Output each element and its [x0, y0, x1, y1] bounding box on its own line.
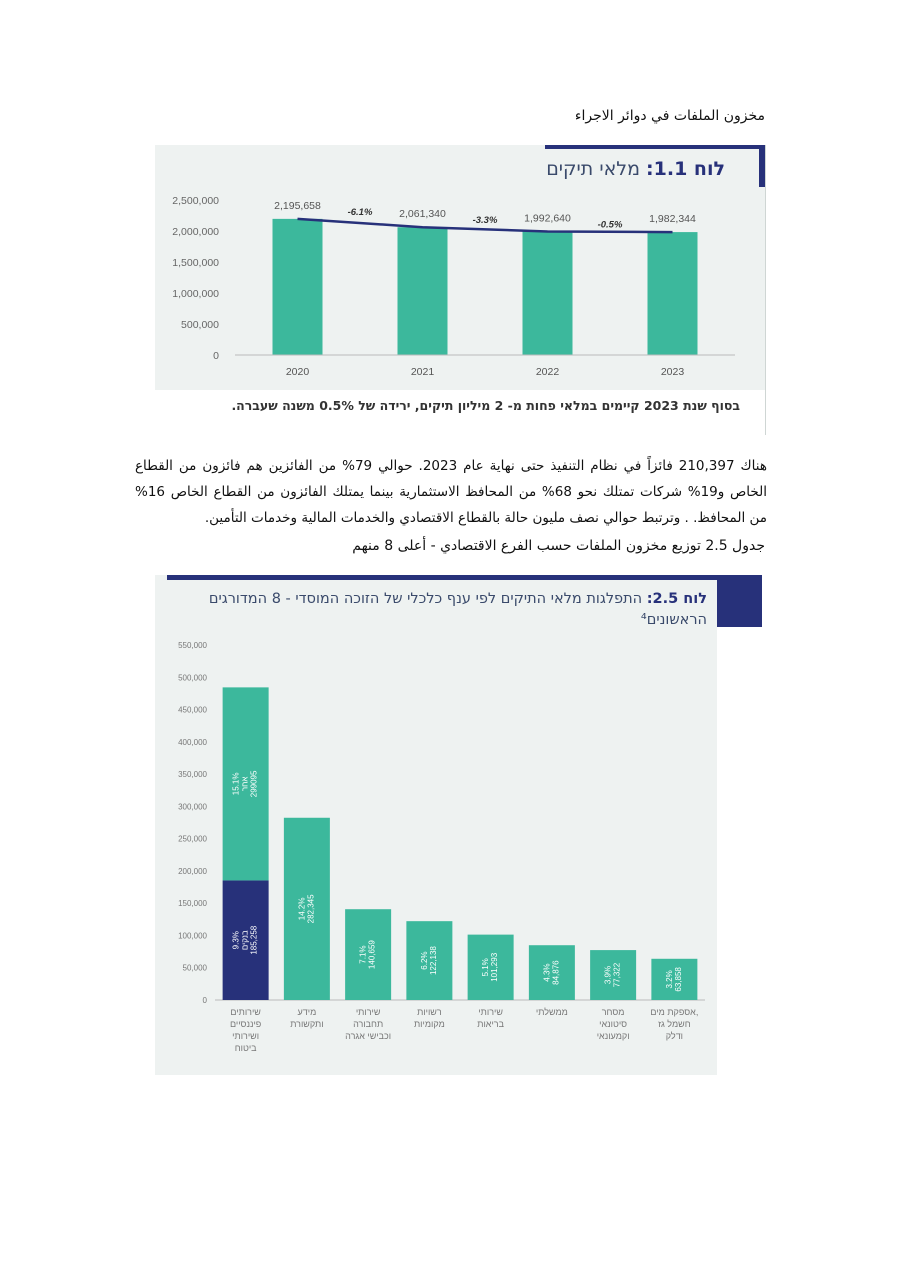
body-paragraph: هناك 210,397 فائزاً في نظام التنفيذ حتى نهاية عام 2023. حوالي 79% من الفائزين هم فائزون من القطاع الخاص و19% شركات تمتلك نحو 68% من المحافظ الاستثمارية بينما يمتلك الفائزون من القطاع الخاص 16% من المحافظ. . وترتبط حوالي نصف مليون حالة بالقطاع الاقتصادي والخدمات المالية وخدمات التأمين. — [135, 458, 767, 526]
bar-value-label: 1,992,640 — [524, 212, 571, 225]
bar-data-label: 7.1% — [358, 945, 368, 964]
y-tick-label: 450,000 — [178, 705, 207, 715]
bar-data-label: 5.1% — [481, 958, 491, 977]
bar-data-label: 299095 — [249, 770, 259, 798]
bar-data-label: 14.2% — [297, 897, 307, 921]
bar-value-label: 2,061,340 — [399, 208, 446, 221]
x-tick-label: 2021 — [410, 366, 435, 378]
change-label: -3.3% — [472, 215, 498, 227]
bar — [398, 227, 448, 355]
bar-data-label: 140,659 — [367, 940, 377, 970]
x-tick-label: וכבישי אגרה — [345, 1031, 392, 1041]
x-tick-label: חשמל גז — [658, 1019, 691, 1029]
y-tick-label: 500,000 — [178, 673, 207, 683]
section-heading: مخزون الملفات في دوائر الاجراء — [574, 108, 765, 124]
bar — [523, 231, 573, 355]
bar — [273, 219, 323, 355]
x-tick-label: מידע — [297, 1007, 317, 1017]
x-tick-label: סיטונאי — [599, 1019, 628, 1029]
y-tick-label: 50,000 — [182, 963, 207, 973]
figure-title-label: לוח 1.1: — [646, 158, 725, 180]
y-tick-label: 2,500,000 — [172, 195, 219, 207]
x-tick-label: ותקשורת — [290, 1019, 324, 1029]
y-tick-label: 550,000 — [178, 641, 207, 650]
figure-title-text: התפלגות מלאי התיקים לפי ענף כלכלי של הזוכה המוסדי - 8 המדורגים הראשונים⁴ — [208, 591, 707, 628]
figure-title-label: לוח 2.5: — [646, 591, 707, 607]
bar-data-label: 84,876 — [551, 960, 561, 985]
x-tick-label: שירותי — [355, 1007, 381, 1017]
x-tick-label: רשויות — [417, 1007, 442, 1017]
x-tick-label: בריאות — [477, 1019, 504, 1029]
x-tick-label: ושירותי — [232, 1031, 260, 1041]
bar-data-label: 77,322 — [612, 962, 622, 988]
y-tick-label: 2,000,000 — [172, 226, 219, 238]
x-tick-label: מקומיות — [413, 1019, 445, 1029]
figure-distribution-by-sector — [155, 575, 717, 1075]
y-tick-label: 1,500,000 — [172, 257, 219, 269]
bar-value-label: 1,982,344 — [649, 213, 696, 226]
x-tick-label: שירותי — [478, 1007, 503, 1017]
y-tick-label: 350,000 — [178, 770, 207, 780]
y-tick-label: 0 — [202, 996, 207, 1005]
x-tick-label: מסחר — [601, 1007, 625, 1017]
figure-footnote: בסוף שנת 2023 קיימים במלאי פחות מ- 2 מיליון תיקים, ירידה של 0.5% משנה שעברה. — [231, 398, 740, 413]
bar — [648, 232, 698, 355]
bar-data-label: 15.1% — [231, 772, 241, 796]
bar-data-label: 3.2% — [664, 970, 674, 989]
bar-data-label: 4.3% — [542, 963, 552, 982]
bar-data-label: 101,293 — [490, 952, 500, 982]
bar-data-label: אחר — [240, 776, 250, 792]
y-tick-label: 150,000 — [178, 899, 207, 909]
x-tick-label: 2020 — [285, 366, 310, 378]
bar-data-label: 6.2% — [419, 951, 429, 970]
table-caption: جدول 2.5 توزيع مخزون الملفات حسب الفرع الاقتصادي - أعلى 8 منهم — [352, 538, 765, 554]
x-tick-label: אספקת מים, — [650, 1007, 699, 1017]
bar-data-label: בנקים — [240, 930, 250, 951]
bar-data-label: 122,138 — [428, 946, 438, 976]
change-label: -6.1% — [347, 206, 373, 218]
bar-data-label: 9.3% — [231, 931, 241, 950]
y-tick-label: 200,000 — [178, 866, 207, 876]
x-tick-label: 2022 — [535, 366, 560, 378]
bar-data-label: 282,345 — [306, 894, 316, 924]
x-tick-label: פיננסיים — [229, 1019, 262, 1029]
x-tick-label: שירותים — [230, 1007, 261, 1017]
y-tick-label: 1,000,000 — [172, 288, 219, 300]
bar-data-label: 185,258 — [249, 925, 259, 955]
figure-stock-of-files — [155, 145, 766, 435]
y-tick-label: 300,000 — [178, 802, 207, 812]
x-tick-label: תחבורה — [353, 1019, 384, 1029]
y-tick-label: 250,000 — [178, 834, 207, 844]
bar-data-label: 63,858 — [673, 967, 683, 992]
y-tick-label: 0 — [213, 350, 219, 362]
chart-stock-of-files — [155, 145, 765, 390]
bar-data-label: 3.9% — [603, 965, 613, 985]
y-tick-label: 400,000 — [178, 737, 207, 747]
x-tick-label: ודלק — [665, 1031, 684, 1041]
figure-title-text: מלאי תיקים — [546, 158, 640, 180]
chart-distribution-by-sector — [155, 575, 717, 1075]
y-tick-label: 500,000 — [181, 319, 219, 331]
x-tick-label: ביטוח — [234, 1043, 257, 1053]
x-tick-label: ממשלתי — [535, 1007, 568, 1017]
x-tick-label: 2023 — [660, 366, 685, 378]
figure-tab-bar — [717, 575, 762, 627]
x-tick-label: וקמעונאי — [596, 1031, 630, 1041]
bar-value-label: 2,195,658 — [274, 199, 321, 212]
y-tick-label: 100,000 — [178, 931, 207, 941]
change-label: -0.5% — [597, 219, 623, 231]
